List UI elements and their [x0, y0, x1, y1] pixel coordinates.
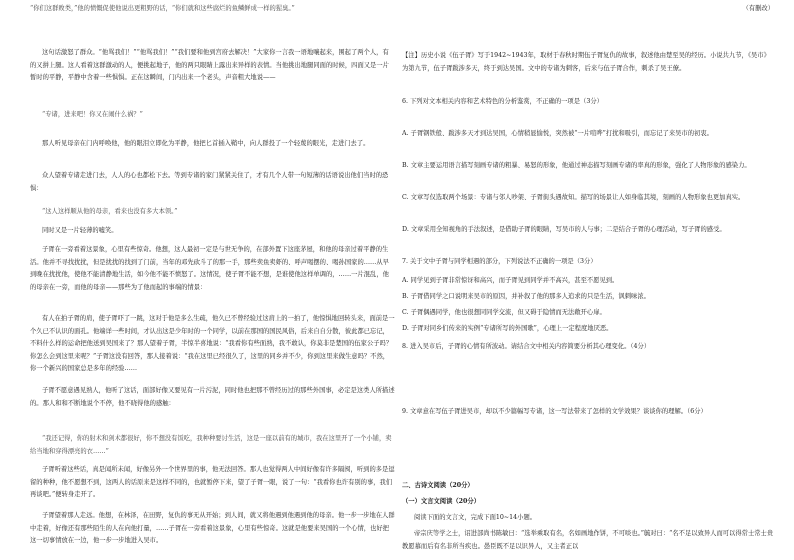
passage-paragraph: 子胥不愿意遇见熟人，他听了这话，面部好像又要见有一片污泥，同时他也把那不曾经历过的那些外国事，必定是这类人所描述的。那人和和不断地说个不停，他不晓得他的感触：: [30, 387, 395, 407]
passage-paragraph: 子胥在一旁看着这景象，心里有些惊奇。他想，这人最初一定是与世无争的，在部外置下这座茅屋，和他的母亲过着平静的生活。他并不寻找扰扰，但是扰扰的找到了门前，当年的邓先砍斗了的那一手，那些卖鱼卖虾的、呼声喝摆的、喝孙国家的……从早到晚在扰扰他，使他不能清静地生活，如今他不能不愤怒了。这情况，使子胥不能不想，是谁使他这样单调的，……一片混乱，他的母亲在一旁，而他的母亲——那些为了他而起的事端的情景：: [30, 246, 389, 291]
passage-paragraph: “我还记得，你的射术和剑术都很好，你不想没有饭吃，我种种要讨生活，这是一座以前有的城市，我在这里开了一个小铺，卖给当地和穿得漂亮的衣……”: [30, 435, 392, 455]
question-paragraph: D. 文章采用全知视角的手法叙述，是借助子胥的眼睛，写吴市的人与事；二是结合子胥的心理活动，写子胥的感受。: [402, 226, 726, 233]
question-paragraph: （有删改）: [742, 5, 774, 12]
question-paragraph: 阅读下面的文言文，完成下面10~14小题。: [414, 514, 537, 521]
question-paragraph: （一）文言文阅读（20分）: [402, 498, 481, 505]
question-paragraph: B. 文章主要运用语言描写刻画专诸的粗暴、易怒的形象，他通过神态描写刻画专诸的率真的形象，强化了人物形象的感染力。: [402, 162, 751, 169]
passage-paragraph: 众人望着专诸走进门去，人人的心也都松下去。等到专诸的家门紧紧关住了，才有几个人带一句短薄的话语说出他们当时的恐惧：: [30, 172, 389, 192]
passage-paragraph: “这人这样顺从他的母亲，看来也没有多大本领。”: [42, 208, 178, 215]
question-paragraph: 【注】历史小说《伍子胥》写于1942~1943年，取材于春秋时期伍子胥复仇的故事，叙述他由楚至吴的经历。小说共九节，《吴市》为第九节，伍子胥跋涉多天，终于到达吴国。文中的专诸为刺客，后来与伍子胥合作，刺杀了吴王僚。: [402, 52, 770, 72]
passage-paragraph: 有人在拍子胥的肩，使子胥吓了一跳，这对于他是多么生疏，他久已不曾经验过这肩上的一拍了，他惊惧地回转头来，面前是一个久已不认识的面孔。他端详一些时间，才认出这是少年时的一个同学，以前在那国的国民风俗，后来自自分散，彼此都已忘记，不料什么样的运命把他送到吴国来了？那人望着子胥，半惊半喜地说：“我看你有些面熟，我不敢认，你莫非是楚国的伍家公子吗？你怎么会到这里来呢？”子胥这没有回答，那人接着说：“我在这里已经很久了，这里的同乡并不少，你到这里来做生意吗？不然，你一个新兴的国家总是多年的经验……: [30, 315, 395, 373]
question-paragraph: A. 同学见到子胥非常惊讶和高兴，而子胥见到同学并不高兴，甚至不愿见到。: [402, 277, 619, 284]
question-paragraph: A. 子胥钢铁般、跋涉多天才到达吴国，心情稍显愉悦，突然被“一片喧哗”打扰和吸引，而忘记了来吴市的初衷。: [402, 130, 713, 137]
question-paragraph: 9. 文章意在写伍子胥进吴市，却以不少篇幅写专诸，这一写法带来了怎样的文学效果？谈谈你的理解。（6分）: [402, 408, 707, 415]
question-paragraph: 8. 进入吴市后，子胥的心情有所波动。请结合文中相关内容简要分析其心理变化。（4分）: [402, 343, 651, 350]
passage-paragraph: 这句话激怒了群众。“他骂我们！”“他骂我们！”“我们要和他到宫府去解决！”大家你一言我一语地嚷起来，围起了两个人，有的又拼上腿。这人看着这群激动的人，便挑起地子，他的两只眼睛上露出来异样的表情。当他挑出地腿同面的时候，四面又是一片暂时的平静，平静中含着一些惧惧。正在这瞬间，门内出来一个老头，声音粗大地说——: [30, 49, 389, 82]
passage-paragraph: “专诸，进来吧！你又在闹什么祸？”: [42, 111, 143, 118]
question-paragraph: 7. 关于文中子胥与同学相遇的部分，下列说法不正确的一项是（3分）: [402, 258, 597, 265]
passage-paragraph: 那人听见母亲在门内呼唤他，他的眼泪立即化为平静，他把匕首插入鞘中，向人群投了一个轻蔑的眼光，走进门去了。: [42, 140, 370, 147]
passage-paragraph: 子胥听着这些话，真是闻所未闻，好像另外一个世界里的事，他无法回答。那人也觉得两人中间好像有许多隔阂，听到的多是逗留的种种，他不愿想不到，这两人的话原来是这样不同的，也就暂停下来，望了子胥一眼，说了一句：“我看你也许有别的事，我们再谈吧。”便转身走开了。: [30, 466, 395, 499]
question-paragraph: D. 子胥对同乡们传来的实例“专诸所写的外国歌”，心理上一定程度地厌恶。: [402, 325, 613, 332]
question-paragraph: 6. 下列对文本相关内容和艺术特色的分析鉴赏，不正确的一项是（3分）: [402, 98, 603, 105]
question-paragraph: C. 文章写仅选取两个场景：专诸与邻人吵架、子胥街头遇故知。描写的场景让人如身临其境，刻画的人物形象也更加真实。: [402, 194, 745, 201]
passage-paragraph: 同时又是一片轻薄的嘘笑。: [42, 227, 118, 234]
question-paragraph: 二、古诗文阅读（20分）: [402, 482, 474, 489]
question-paragraph: B. 子胥借同学之口说明来吴市的原因，并补叙了他的那多人追求的只是生活，讽刺味浓。: [402, 293, 650, 300]
passage-paragraph: 子胥望着那人走远。他想，在林泽，在田野，复仇的事无从开始；到人间，就又将他遇到他遇到他的母亲。他一步一步地在人群中走着，好像还有那些陌生的人在向他打量，……子胥在一旁看着这景象，心里有些惊奇。这就是他要来吴国的一个心情，也好把这一切事情放在一边，他一步一步地进入吴市。: [30, 512, 395, 545]
question-paragraph: 帝宗庆等学之士，诏进部尚书陈敏曰：“选举乘取有名，名如画地作饼，不可啖也。”毓对曰：“名不足以致异人而可以得常士常士贵教愿慕而后有名非所当疾也。愚臣既不足以识异人，又主者正以: [402, 530, 774, 550]
question-paragraph: C. 子胥偶遇同学，他也很想同同学交流，但又碍于隐情而无法敞开心扉。: [402, 309, 606, 316]
passage-paragraph: “你们这群败类，”他的愤慨促使他说出更粗野的话，“你们就和这些腐烂的鱼鳞鲜成一样的猩臭。”: [30, 5, 295, 12]
